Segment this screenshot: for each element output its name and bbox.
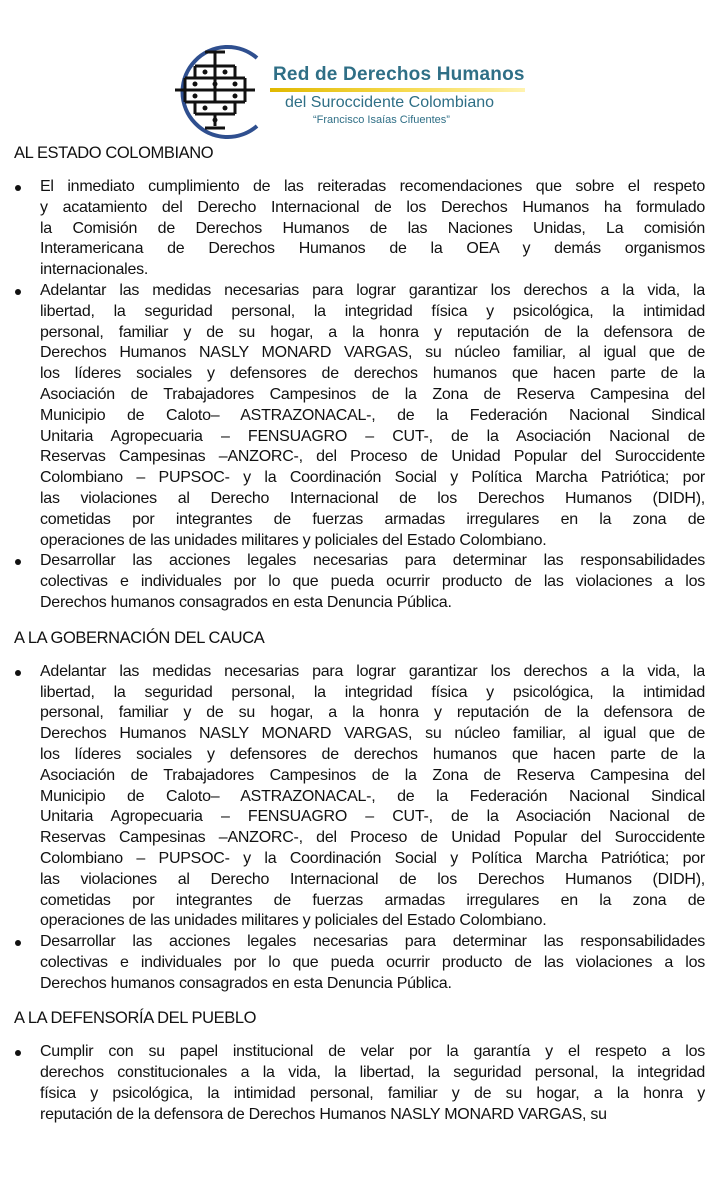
organization-logo: [165, 44, 535, 139]
bullet-item: [40, 662, 705, 932]
text-line: libertad, la seguridad personal, la integridad física y psicológica, la intimidad: [40, 302, 705, 320]
network-emblem-icon: [165, 44, 265, 139]
text-line: cometidas por integrantes de fuerzas armadas irregulares en la zona de: [40, 510, 705, 528]
text-line: libertad, la seguridad personal, la integridad física y psicológica, la intimidad: [40, 683, 705, 701]
text-line: colectivas e individuales por lo que pueda ocurrir producto de las violaciones a los: [40, 573, 705, 591]
text-line: personal, familiar y de su hogar, a la honra y reputación de la defensora de: [40, 323, 705, 341]
text-line: la Comisión de Derechos Humanos de las Naciones Unidas, La comisión: [40, 219, 705, 237]
bullet-dot-icon: [15, 559, 21, 565]
text-line: los líderes sociales y defensores de derechos humanos que hacen parte de la: [40, 745, 705, 763]
text-line: Unitaria Agropecuaria – FENSUAGRO – CUT-, de la Asociación Nacional de: [40, 427, 705, 445]
bullet-item: [40, 281, 705, 551]
text-line: Desarrollar las acciones legales necesarias para determinar las responsabilidades: [40, 552, 705, 570]
text-line: personal, familiar y de su hogar, a la honra y reputación de la defensora de: [40, 704, 705, 722]
text-line: Municipio de Caloto– ASTRAZONACAL-, de la Federación Nacional Sindical: [40, 787, 705, 805]
text-line: Adelantar las medidas necesarias para lograr garantizar los derechos a la vida, la: [40, 281, 705, 299]
text-line: cometidas por integrantes de fuerzas armadas irregulares en la zona de: [40, 891, 705, 909]
text-line: Derechos Humanos NASLY MONARD VARGAS, su núcleo familiar, al igual que de: [40, 344, 705, 362]
section-heading: AL ESTADO COLOMBIANO: [14, 144, 214, 162]
document-body: [0, 143, 723, 1126]
logo-underline: [270, 88, 525, 92]
text-line: Colombiano – PUPSOC- y la Coordinación Social y Política Marcha Patriótica; por: [40, 849, 705, 867]
text-line: los líderes sociales y defensores de derechos humanos que hacen parte de la: [40, 365, 705, 383]
text-line: Reservas Campesinas –ANZORC-, del Proceso de Unidad Popular del Suroccidente: [40, 448, 705, 466]
logo-subtitle: del Suroccidente Colombiano: [285, 94, 495, 111]
document-section: [0, 1008, 723, 1125]
text-line: reputación de la defensora de Derechos Humanos NASLY MONARD VARGAS, su: [40, 1105, 607, 1123]
document-section: [0, 628, 723, 995]
text-line: derechos constitucionales a la vida, la libertad, la seguridad personal, la integridad: [40, 1064, 705, 1082]
logo-quote: “Francisco Isaías Cifuentes”: [313, 114, 450, 126]
bullet-item: [40, 932, 705, 994]
text-line: colectivas e individuales por lo que pueda ocurrir producto de las violaciones a los: [40, 953, 705, 971]
bullet-item: [40, 177, 705, 281]
bullet-item: [40, 1042, 705, 1125]
text-line: Asociación de Trabajadores Campesinos de la Zona de Reserva Campesina del: [40, 766, 705, 784]
text-line: Derechos Humanos NASLY MONARD VARGAS, su núcleo familiar, al igual que de: [40, 725, 705, 743]
text-line: física y psicológica, la intimidad personal, familiar y de su hogar, a la honra y: [40, 1085, 705, 1103]
text-line: Unitaria Agropecuaria – FENSUAGRO – CUT-, de la Asociación Nacional de: [40, 808, 705, 826]
text-line: internacionales.: [40, 261, 149, 279]
text-line: operaciones de las unidades militares y policiales del Estado Colombiano.: [40, 912, 547, 930]
bullet-item: [40, 551, 705, 613]
section-heading: A LA DEFENSORÍA DEL PUEBLO: [14, 1009, 257, 1028]
text-line: Municipio de Caloto– ASTRAZONACAL-, de la Federación Nacional Sindical: [40, 406, 705, 424]
text-line: Derechos humanos consagrados en esta Denuncia Pública.: [40, 974, 452, 992]
bullet-dot-icon: [15, 940, 21, 946]
text-line: Derechos humanos consagrados en esta Denuncia Pública.: [40, 593, 452, 611]
bullet-dot-icon: [15, 670, 21, 676]
document-section: [0, 143, 723, 614]
text-line: El inmediato cumplimiento de las reiteradas recomendaciones que sobre el respeto: [40, 178, 705, 195]
bullet-dot-icon: [15, 185, 21, 191]
logo-title: Red de Derechos Humanos: [273, 64, 525, 85]
text-line: Desarrollar las acciones legales necesarias para determinar las responsabilidades: [40, 933, 705, 951]
text-line: Asociación de Trabajadores Campesinos de la Zona de Reserva Campesina del: [40, 385, 705, 403]
text-line: y acatamiento del Derecho Internacional de los Derechos Humanos ha formulado: [40, 198, 705, 216]
text-line: Adelantar las medidas necesarias para lograr garantizar los derechos a la vida, la: [40, 662, 705, 680]
text-line: las violaciones al Derecho Internacional de los Derechos Humanos (DIDH),: [40, 489, 705, 507]
text-line: operaciones de las unidades militares y policiales del Estado Colombiano.: [40, 531, 547, 549]
text-line: Interamericana de Derechos Humanos de la OEA y demás organismos: [40, 240, 705, 258]
text-line: Reservas Campesinas –ANZORC-, del Proceso de Unidad Popular del Suroccidente: [40, 829, 705, 847]
text-line: Cumplir con su papel institucional de velar por la garantía y el respeto a los: [40, 1043, 705, 1061]
text-line: Colombiano – PUPSOC- y la Coordinación Social y Política Marcha Patriótica; por: [40, 469, 705, 487]
bullet-dot-icon: [15, 1050, 21, 1056]
text-line: las violaciones al Derecho Internacional de los Derechos Humanos (DIDH),: [40, 870, 705, 888]
section-heading: A LA GOBERNACIÓN DEL CAUCA: [14, 628, 265, 647]
bullet-dot-icon: [15, 289, 21, 295]
